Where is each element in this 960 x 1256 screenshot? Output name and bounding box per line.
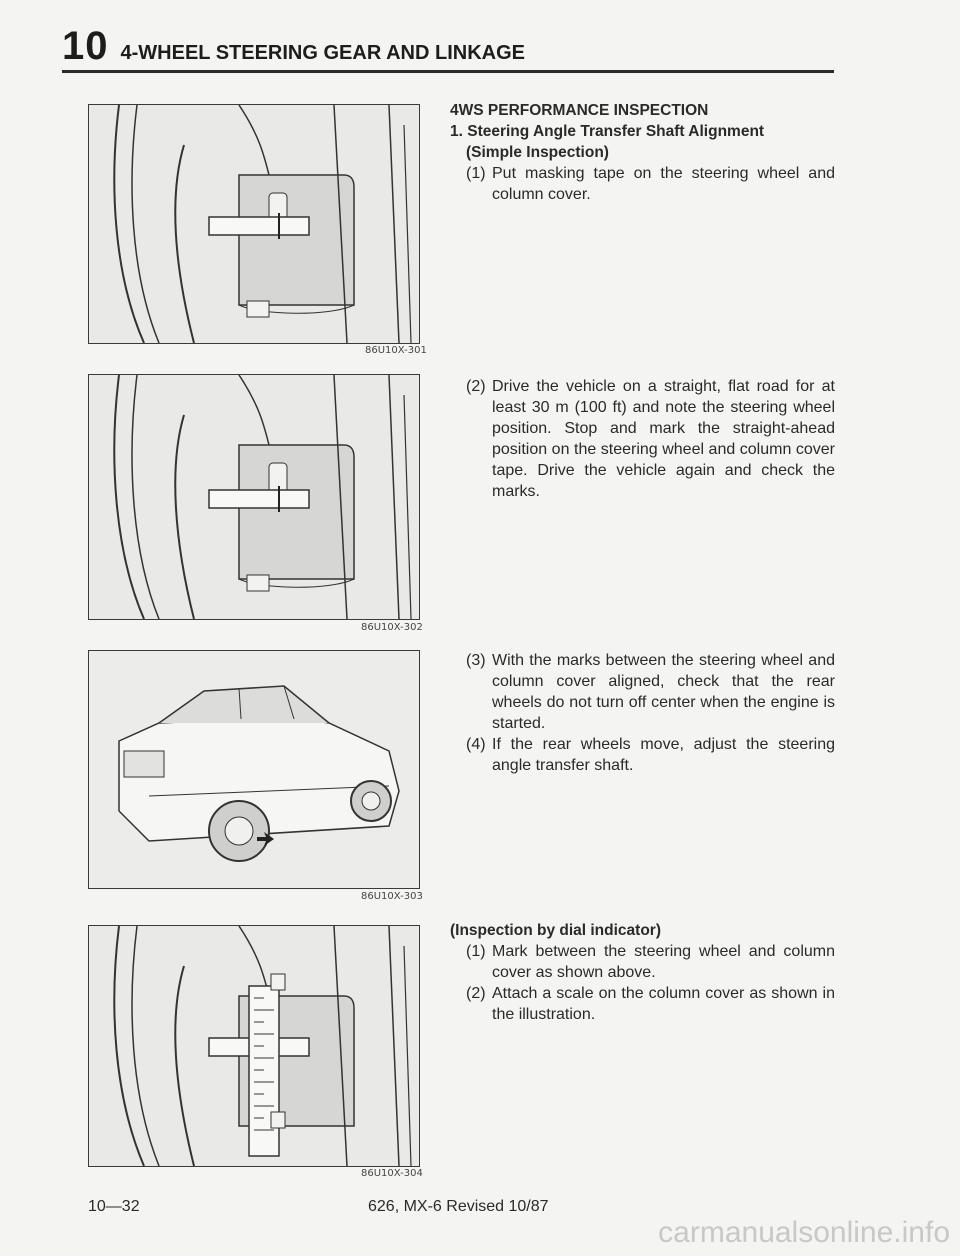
- step-number: (2): [466, 378, 486, 395]
- section-heading: 4WS PERFORMANCE INSPECTION: [450, 102, 709, 119]
- step-item: [450, 734, 835, 776]
- step-item: [450, 650, 835, 734]
- step-text: If the rear wheels move, adjust the steering angle transfer shaft.: [492, 736, 835, 774]
- figure-vehicle: [88, 650, 420, 889]
- figure-straight-ahead-marks: [88, 374, 420, 620]
- figure-code: 86U10X-304: [361, 1168, 423, 1179]
- text-block-rear-wheel-check: [450, 650, 835, 776]
- step-text: Attach a scale on the column cover as shown in the illustration.: [492, 985, 835, 1023]
- figure-code: 86U10X-302: [361, 622, 423, 633]
- step-number: (4): [466, 736, 486, 753]
- step-item: [450, 941, 835, 983]
- subsection-heading-qualifier: (Simple Inspection): [466, 144, 609, 161]
- header-rule: [62, 70, 834, 73]
- step-number: (1): [466, 943, 486, 960]
- vehicle-illustration: [89, 651, 419, 888]
- figure-code: 86U10X-303: [361, 891, 423, 902]
- text-block-drive-check: [450, 376, 835, 502]
- step-number: (2): [466, 985, 486, 1002]
- page-number: 10—32: [88, 1198, 140, 1215]
- text-block-performance-inspection: [450, 100, 835, 205]
- subsection-heading: 1. Steering Angle Transfer Shaft Alignment: [450, 123, 765, 140]
- figure-dial-scale: [88, 925, 420, 1167]
- step-text: With the marks between the steering wheel and column cover aligned, check that the rear wheels do not turn off center when the engine is started.: [492, 652, 835, 732]
- steering-column-illustration: [89, 105, 419, 343]
- steering-column-illustration: [89, 375, 419, 619]
- page-header: [62, 24, 525, 69]
- text-block-dial-indicator: [450, 920, 835, 1025]
- figure-steering-tape: [88, 104, 420, 344]
- step-text: Mark between the steering wheel and column cover as shown above.: [492, 943, 835, 981]
- section-number: 10: [62, 24, 109, 68]
- steering-column-scale-illustration: [89, 926, 419, 1166]
- step-number: (1): [466, 165, 486, 182]
- watermark: carmanualsonline.info: [658, 1216, 950, 1249]
- revision-note: 626, MX-6 Revised 10/87: [368, 1198, 549, 1215]
- subsection-heading: (Inspection by dial indicator): [450, 922, 661, 939]
- section-title: 4-WHEEL STEERING GEAR AND LINKAGE: [120, 42, 525, 64]
- figure-code: 86U10X-301: [365, 345, 427, 356]
- step-item: [450, 983, 835, 1025]
- step-item: [450, 163, 835, 205]
- step-number: (3): [466, 652, 486, 669]
- step-item: [450, 376, 835, 502]
- step-text: Put masking tape on the steering wheel and column cover.: [492, 165, 835, 203]
- step-text: Drive the vehicle on a straight, flat road for at least 30 m (100 ft) and note the steering wheel position. Stop and mark the straight-ahead position on the steering wheel and column cover tape. Drive the vehicle again and check the marks.: [492, 378, 835, 500]
